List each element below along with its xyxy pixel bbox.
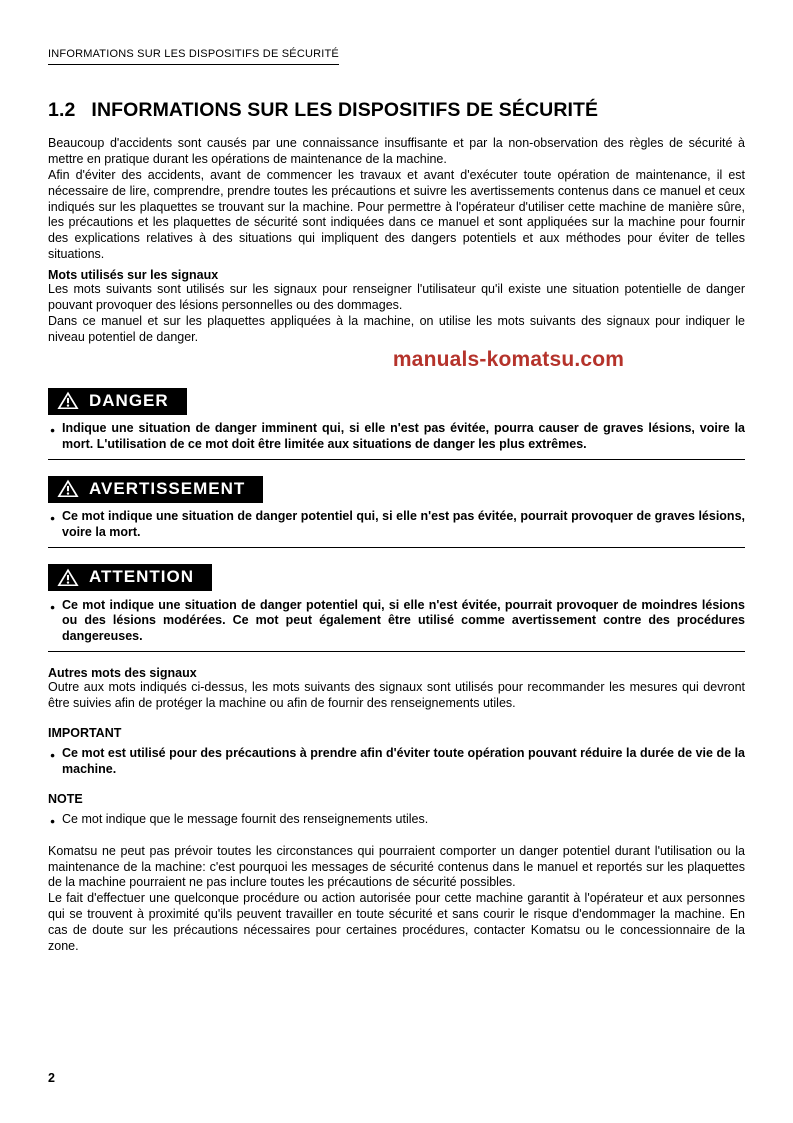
page-number: 2 bbox=[48, 1071, 55, 1085]
warning-label: AVERTISSEMENT bbox=[89, 478, 246, 498]
watermark: manuals-komatsu.com bbox=[392, 347, 625, 371]
caution-bullet-item bbox=[48, 598, 745, 646]
signals-paragraph: Les mots suivants sont utilisés sur les signaux pour renseigner l'utilisateur qu'il existe une situation potentielle de danger pouvant provoquer des lésions personnelles ou des dommages. bbox=[48, 282, 745, 312]
subheading-important: IMPORTANT bbox=[48, 725, 122, 740]
danger-text: Indique une situation de danger imminent qui, si elle n'est pas évitée, pourra causer de graves lésions, voire la mort. L'utilisation de ce mot doit être limitée aux situations de danger les plus extrêmes. bbox=[62, 421, 745, 451]
running-header-text: INFORMATIONS SUR LES DISPOSITIFS DE SÉCURITÉ bbox=[48, 48, 339, 60]
bullet-icon bbox=[48, 812, 62, 830]
closing-paragraph: Le fait d'effectuer une quelconque procédure ou action autorisée pour cette machine garantit à l'opérateur et aux personnes qui se trouvent à proximité qu'ils peuvent travailler en toute sécurité et sans courir le risque d'endommager la machine. En cas de doute sur les précautions nécessaires pour certaines procédures, contacter Komatsu ou le concessionnaire de la zone. bbox=[48, 891, 745, 953]
subheading-note: NOTE bbox=[48, 791, 83, 806]
intro-paragraph: Beaucoup d'accidents sont causés par une connaissance insuffisante et par la non-observation des règles de sécurité à mettre en pratique durant les opérations de maintenance de la machine. bbox=[48, 136, 745, 166]
important-text: Ce mot est utilisé pour des précautions à prendre afin d'éviter toute opération pouvant réduire la durée de vie de la machine. bbox=[62, 745, 745, 776]
subheading-other-signal-words: Autres mots des signaux bbox=[48, 666, 197, 681]
caution-signal-box bbox=[48, 564, 212, 591]
note-bullet-item bbox=[48, 812, 745, 830]
important-bullet-item bbox=[48, 746, 745, 778]
caution-section bbox=[48, 564, 745, 652]
danger-section bbox=[48, 388, 745, 460]
separator-rule bbox=[48, 547, 745, 548]
danger-bullet-item bbox=[48, 421, 745, 453]
running-header bbox=[48, 48, 339, 65]
caution-text: Ce mot indique une situation de danger potentiel qui, si elle n'est évitée, pourrait provoquer de moindres lésions ou des lésions modérées. Ce mot peut également être utilisé comme avertissement contre des procédures dangereuses. bbox=[62, 597, 745, 644]
section-title-text: INFORMATIONS SUR LES DISPOSITIFS DE SÉCURITÉ bbox=[91, 99, 599, 121]
bullet-icon bbox=[48, 421, 62, 439]
other-signals-paragraph: Outre aux mots indiqués ci-dessus, les mots suivants des signaux sont utilisés pour recommander les mesures qui devront être suivies afin de protéger la machine ou afin de fournir des renseignements utiles. bbox=[48, 680, 745, 710]
note-text: Ce mot indique que le message fournit des renseignements utiles. bbox=[62, 811, 429, 826]
bullet-icon bbox=[48, 746, 62, 764]
caution-label: ATTENTION bbox=[89, 567, 195, 586]
warning-signal-box bbox=[48, 476, 263, 503]
section-title bbox=[48, 99, 745, 122]
closing-paragraph: Komatsu ne peut pas prévoir toutes les circonstances qui pourraient comporter un danger potentiel durant l'utilisation ou la maintenance de la machine: c'est pourquoi les messages de sécurité contenus dans le manuel et reportés sur les plaquettes de la machine pourraient ne pas inclure toutes les précautions de sécurité possibles. bbox=[48, 843, 745, 890]
warning-triangle-icon bbox=[57, 568, 79, 587]
warning-triangle-icon bbox=[57, 391, 79, 410]
bullet-icon bbox=[48, 598, 62, 616]
danger-signal-box bbox=[48, 388, 187, 415]
subheading-signal-words: Mots utilisés sur les signaux bbox=[48, 268, 219, 282]
warning-triangle-icon bbox=[57, 479, 79, 498]
intro-paragraph: Afin d'éviter des accidents, avant de commencer les travaux et avant d'exécuter toute opération de maintenance, il est nécessaire de lire, comprendre, prendre toutes les précautions et suivre les avertissements contenus dans ce manuel et ceux indiqués sur les plaquettes se trouvant sur la machine. Pour permettre à l'opérateur d'utiliser cette machine de manière sûre, les précautions et les plaquettes de sécurité sont indiquées dans ce manuel et sont appliquées sur la machine pour fournir des explications relatives à des situations qui impliquent des dangers potentiels et aux méthodes pour éviter de telles situations. bbox=[48, 167, 745, 262]
bullet-icon bbox=[48, 509, 62, 527]
warning-text: Ce mot indique une situation de danger potentiel qui, si elle n'est pas évitée, pourrait provoquer de graves lésions, voire la mort. bbox=[62, 509, 745, 540]
separator-rule bbox=[48, 651, 745, 652]
signals-paragraph: Dans ce manuel et sur les plaquettes appliquées à la machine, on utilise les mots suivants des signaux pour indiquer le niveau potentiel de danger. bbox=[48, 313, 745, 344]
warning-section bbox=[48, 476, 745, 548]
separator-rule bbox=[48, 459, 745, 460]
section-number: 1.2 bbox=[48, 99, 76, 121]
warning-bullet-item bbox=[48, 509, 745, 541]
danger-label: DANGER bbox=[89, 390, 169, 410]
